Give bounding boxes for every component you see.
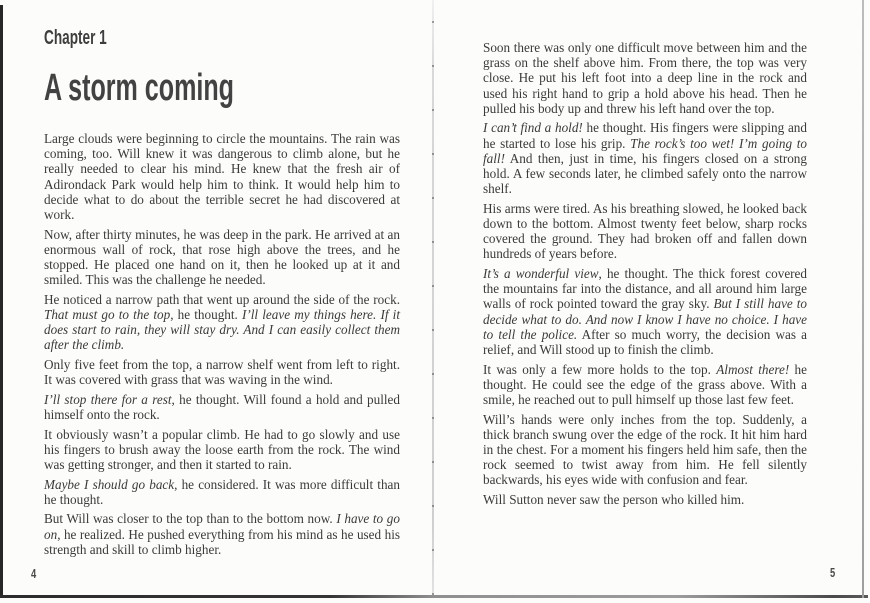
paragraph (44, 477, 400, 507)
italic-text-segment: That must go to the top (44, 307, 171, 323)
text-segment: Soon there was only one difficult move between him and the grass on the shelf above him. From there, the top was very close. He put his left foot into a deep line in the rock and used his right hand to grip a hold above his head. Then he pulled his body up and threw his left hand over the top. (483, 40, 807, 116)
paragraph (483, 120, 807, 196)
text-segment: , he realized. He pushed everything from his mind as he used his strength and skill to climb higher. (44, 526, 400, 557)
scan-edge-left (0, 5, 3, 597)
italic-text-segment: I’ll leave my things here. If it does start to rain, they will stay dry. And I can easily collect them after the climb. (44, 307, 400, 353)
chapter-label: Chapter 1 (44, 27, 107, 49)
text-segment: It obviously wasn’t a popular climb. He had to go slowly and use his fingers to brush away the loose earth from the rock. The wind was getting stronger, and then it started to rain. (44, 426, 400, 473)
italic-text-segment: But I still have to decide what to do. And now I know I have no choice. I have to tell the police. (483, 296, 807, 342)
text-segment: , he considered. It was more difficult than he thought. (44, 476, 400, 507)
text-segment: Only five feet from the top, a narrow shelf went from left to right. It was covered with grass that was waving in the wind. (44, 357, 400, 388)
text-segment: Will Sutton never saw the person who killed him. (483, 492, 745, 508)
text-segment: Large clouds were beginning to circle the mountains. The rain was coming, too. Will knew it was dangerous to climb alone, but he really needed to clear his mind. He knew that the fresh air of Adirondack Park would help him to think. It would help him to decide what to do about the terrible secret he had discovered at work. (44, 131, 400, 223)
text-segment: Will’s hands were only inches from the top. Suddenly, a thick branch swung over the edge of the rock. It hit him hard in the chest. For a moment his fingers held him safe, then the rock seemed to twist away from him. He fell silently backwards, his eyes wide with confusion and fear. (483, 411, 807, 488)
right-page-text (483, 40, 807, 512)
text-segment: he thought. He could see the edge of the grass above. With a smile, he reached out to pull himself up those last few feet. (483, 361, 808, 408)
text-segment: It was only a few more holds to the top. (483, 361, 717, 377)
italic-text-segment: I have to go on (44, 511, 400, 542)
text-segment: After so much worry, the decision was a relief, and Will stood up to finish the climb. (483, 326, 807, 358)
paragraph (483, 201, 807, 262)
italic-text-segment: The rock’s too wet! I’m going to fall! (483, 135, 807, 166)
chapter-title: A storm coming (44, 67, 234, 109)
italic-text-segment: Almost there! (716, 361, 790, 377)
italic-text-segment: It’s a wonderful view (483, 266, 599, 282)
italic-text-segment: Maybe I should go back (44, 476, 175, 492)
paragraph (44, 357, 400, 387)
text-segment: His arms were tired. As his breathing slowed, he looked back down to the bottom. Almost twenty feet below, sharp rocks covered the ground. They had broken off and fallen down hundreds of years before. (483, 200, 807, 262)
text-segment: he thought. His fingers were slipping and he started to lose his grip. (483, 120, 807, 151)
paragraph (483, 362, 807, 408)
text-segment: He noticed a narrow path that went up around the side of the rock. (44, 291, 400, 307)
italic-text-segment: I can’t find a hold! (483, 120, 583, 136)
text-segment: , he thought. Will found a hold and pulled himself onto the rock. (44, 391, 401, 423)
paragraph (44, 227, 400, 288)
text-segment: , he thought. The thick forest covered the mountains far into the distance, and all around him large walls of rock pointed toward the gray sky. (483, 266, 808, 312)
text-segment: And then, just in time, his fingers closed on a strong hold. A few seconds later, he climbed safely onto the narrow shelf. (483, 150, 807, 197)
text-segment: But Will was closer to the top than to the bottom now. (44, 511, 337, 527)
text-segment: Now, after thirty minutes, he was deep in the park. He arrived at an enormous wall of rock, that rose high above the trees, and he stopped. He placed one hand on it, then he looked up at it and smiled. This was the challenge he needed. (44, 226, 400, 288)
paragraph (483, 492, 807, 507)
paragraph (44, 131, 400, 222)
paragraph (44, 511, 400, 557)
italic-text-segment: I’ll stop there for a rest (44, 391, 172, 407)
text-segment: , he thought. (170, 307, 242, 323)
scan-edge-right (862, 0, 864, 598)
paragraph (44, 427, 400, 473)
paragraph (483, 266, 807, 357)
paragraph (483, 40, 807, 116)
page-number-right: 5 (830, 565, 836, 580)
scan-edge-bottom (0, 595, 868, 598)
paragraph (44, 292, 400, 353)
left-page-text (44, 131, 400, 561)
paragraph (44, 392, 400, 422)
page-number-left: 4 (31, 566, 37, 581)
page-gutter (432, 0, 434, 596)
paragraph (483, 412, 807, 488)
